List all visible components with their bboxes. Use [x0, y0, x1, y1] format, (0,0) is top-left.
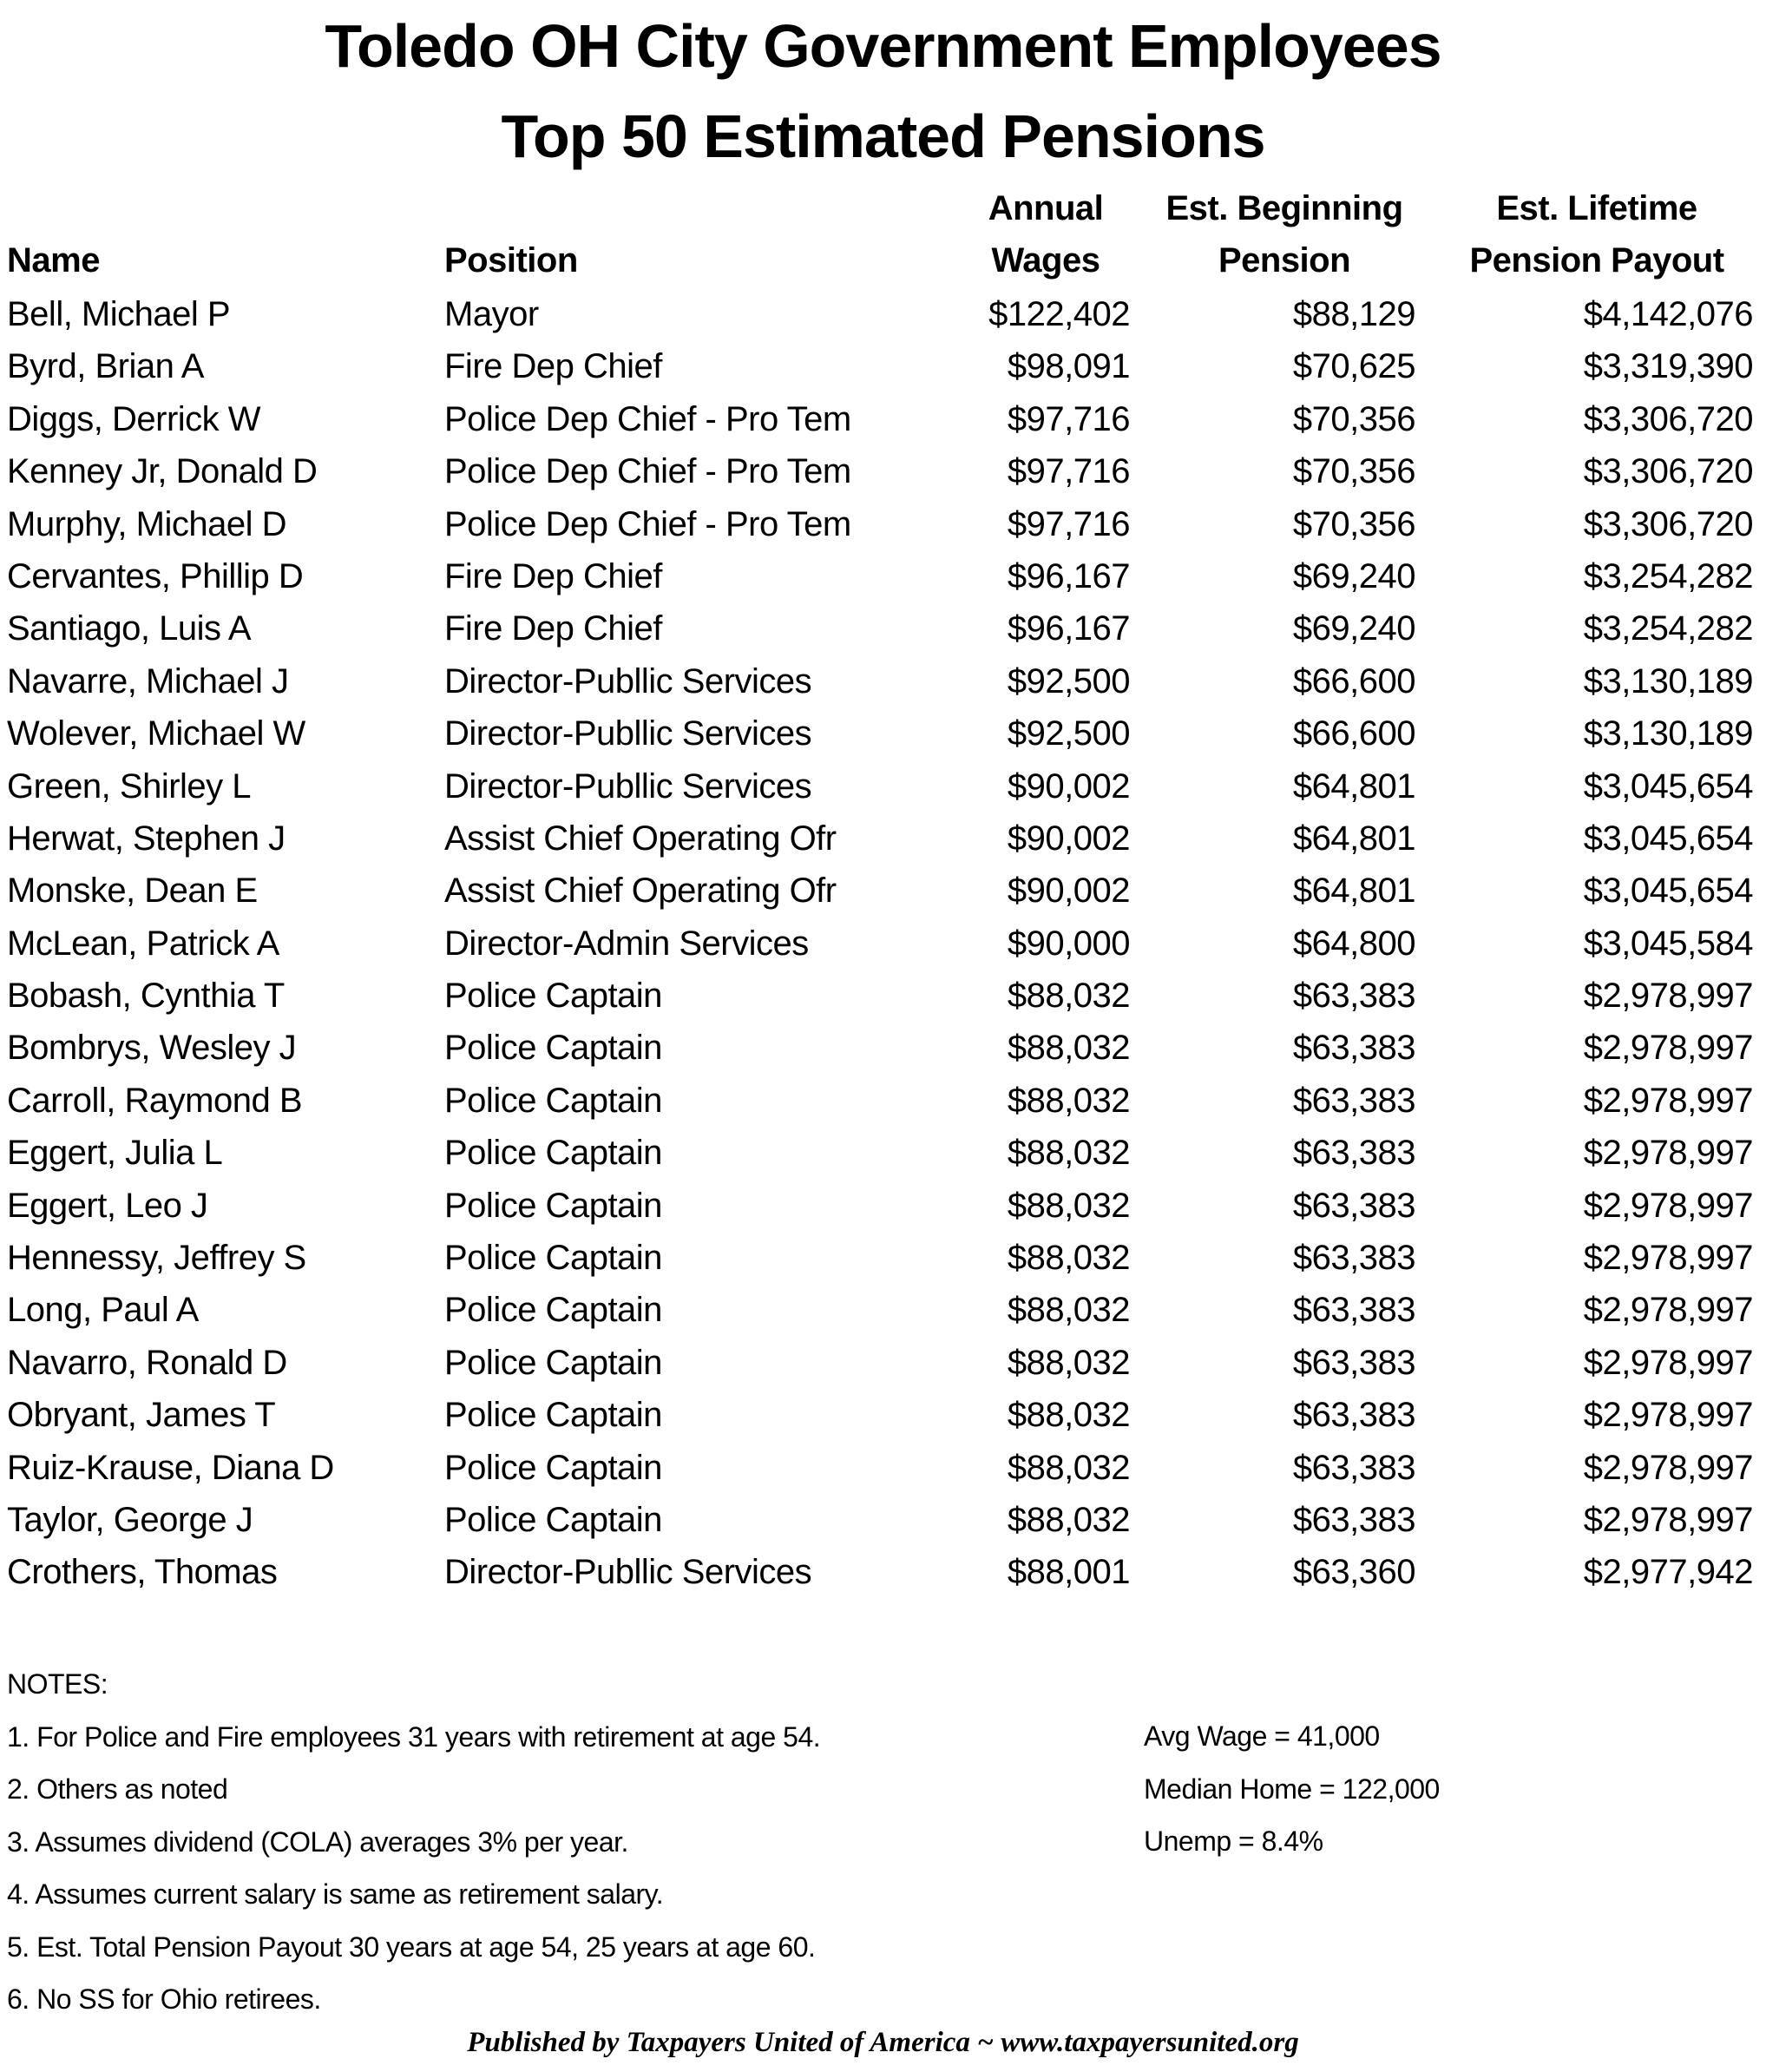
cell-lifetime-payout: $2,978,997 [1583, 1029, 1753, 1068]
cell-lifetime-payout: $3,045,654 [1583, 819, 1753, 858]
column-header-wages-line2: Wages [991, 241, 1100, 280]
note-item: 4. Assumes current salary is same as retirement salary. [7, 1878, 664, 1910]
note-item: 2. Others as noted [7, 1773, 228, 1805]
cell-annual-wages: $88,032 [1007, 1081, 1130, 1120]
column-header-lifetime [1449, 182, 1744, 286]
cell-lifetime-payout: $3,306,720 [1583, 399, 1753, 438]
cell-annual-wages: $88,032 [1007, 1396, 1130, 1435]
cell-name: Diggs, Derrick W [7, 399, 261, 438]
table-row [0, 1127, 1766, 1179]
table-row [0, 865, 1766, 917]
cell-name: Eggert, Leo J [7, 1186, 208, 1225]
cell-name: Long, Paul A [7, 1291, 199, 1330]
column-header-wages-line1: Annual [988, 189, 1104, 227]
cell-lifetime-payout: $2,977,942 [1583, 1553, 1753, 1592]
cell-position: Police Captain [444, 1134, 662, 1173]
publisher-footer: Published by Taxpayers United of America ~ www.taxpayersunited.org [467, 2027, 1299, 2058]
cell-lifetime-payout: $3,045,654 [1583, 872, 1753, 911]
cell-lifetime-payout: $3,130,189 [1583, 661, 1753, 701]
cell-annual-wages: $88,032 [1007, 977, 1130, 1016]
cell-lifetime-payout: $3,254,282 [1583, 609, 1753, 648]
table-row [0, 1232, 1766, 1284]
table-row [0, 918, 1766, 970]
cell-beginning-pension: $63,383 [1292, 977, 1415, 1016]
cell-beginning-pension: $64,801 [1292, 766, 1415, 806]
cell-annual-wages: $92,500 [1007, 661, 1130, 701]
column-header-position-label: Position [444, 241, 578, 280]
column-header-lifetime-line1: Est. Lifetime [1496, 189, 1697, 227]
cell-lifetime-payout: $3,045,584 [1583, 924, 1753, 963]
table-row [0, 760, 1766, 812]
cell-annual-wages: $97,716 [1007, 504, 1130, 543]
column-header-position [444, 234, 578, 286]
cell-lifetime-payout: $3,045,654 [1583, 766, 1753, 806]
cell-annual-wages: $88,032 [1007, 1500, 1130, 1539]
table-row [0, 1075, 1766, 1127]
cell-annual-wages: $90,002 [1007, 872, 1130, 911]
cell-position: Director-Publlic Services [444, 766, 812, 806]
cell-annual-wages: $88,032 [1007, 1029, 1130, 1068]
cell-beginning-pension: $63,383 [1292, 1081, 1415, 1120]
cell-name: Obryant, James T [7, 1396, 276, 1435]
cell-annual-wages: $96,167 [1007, 609, 1130, 648]
cell-lifetime-payout: $2,978,997 [1583, 1291, 1753, 1330]
cell-beginning-pension: $63,360 [1292, 1553, 1415, 1592]
cell-beginning-pension: $70,625 [1292, 347, 1415, 386]
cell-position: Fire Dep Chief [444, 347, 662, 386]
pension-table-body [0, 288, 1766, 1599]
cell-beginning-pension: $70,356 [1292, 399, 1415, 438]
cell-position: Police Dep Chief - Pro Tem [444, 399, 851, 438]
cell-beginning-pension: $63,383 [1292, 1448, 1415, 1487]
cell-name: Eggert, Julia L [7, 1134, 223, 1173]
cell-annual-wages: $97,716 [1007, 399, 1130, 438]
stats-section [1144, 1710, 1440, 1868]
cell-position: Police Captain [444, 1081, 662, 1120]
cell-beginning-pension: $66,600 [1292, 661, 1415, 701]
cell-beginning-pension: $69,240 [1292, 556, 1415, 595]
cell-lifetime-payout: $2,978,997 [1583, 977, 1753, 1016]
cell-annual-wages: $88,032 [1007, 1343, 1130, 1382]
cell-name: Kenney Jr, Donald D [7, 452, 318, 491]
table-row [0, 1442, 1766, 1494]
cell-name: Ruiz-Krause, Diana D [7, 1448, 334, 1487]
stat-median-home: Median Home = 122,000 [1144, 1773, 1440, 1805]
cell-position: Director-Publlic Services [444, 714, 812, 753]
column-header-name [7, 234, 100, 286]
table-row [0, 550, 1766, 602]
cell-name: Taylor, George J [7, 1500, 253, 1539]
cell-beginning-pension: $63,383 [1292, 1500, 1415, 1539]
cell-position: Police Captain [444, 1396, 662, 1435]
cell-beginning-pension: $63,383 [1292, 1186, 1415, 1225]
cell-position: Police Captain [444, 977, 662, 1016]
cell-annual-wages: $88,032 [1007, 1186, 1130, 1225]
cell-position: Police Dep Chief - Pro Tem [444, 504, 851, 543]
cell-position: Assist Chief Operating Ofr [444, 872, 837, 911]
cell-position: Fire Dep Chief [444, 609, 662, 648]
cell-position: Police Dep Chief - Pro Tem [444, 452, 851, 491]
cell-lifetime-payout: $2,978,997 [1583, 1081, 1753, 1120]
cell-beginning-pension: $63,383 [1292, 1134, 1415, 1173]
cell-annual-wages: $88,001 [1007, 1553, 1130, 1592]
stat-avg-wage: Avg Wage = 41,000 [1144, 1720, 1380, 1752]
notes-heading: NOTES: [7, 1668, 108, 1700]
column-header-pension [1154, 182, 1415, 286]
page-title: Toledo OH City Government Employees [325, 12, 1441, 80]
cell-position: Police Captain [444, 1343, 662, 1382]
cell-lifetime-payout: $4,142,076 [1583, 295, 1753, 333]
cell-position: Mayor [444, 295, 539, 333]
table-row [0, 1022, 1766, 1074]
cell-beginning-pension: $63,383 [1292, 1029, 1415, 1068]
cell-name: Monske, Dean E [7, 872, 258, 911]
table-row [0, 602, 1766, 654]
cell-annual-wages: $97,716 [1007, 452, 1130, 491]
cell-position: Director-Publlic Services [444, 661, 812, 701]
cell-beginning-pension: $63,383 [1292, 1396, 1415, 1435]
table-row [0, 1546, 1766, 1598]
cell-position: Police Captain [444, 1448, 662, 1487]
cell-name: Navarre, Michael J [7, 661, 289, 701]
table-row [0, 340, 1766, 392]
cell-lifetime-payout: $3,319,390 [1583, 347, 1753, 386]
table-row [0, 1494, 1766, 1546]
cell-beginning-pension: $69,240 [1292, 609, 1415, 648]
note-item: 1. For Police and Fire employees 31 years with retirement at age 54. [7, 1720, 821, 1753]
cell-lifetime-payout: $3,306,720 [1583, 504, 1753, 543]
table-row [0, 707, 1766, 760]
cell-lifetime-payout: $2,978,997 [1583, 1500, 1753, 1539]
cell-annual-wages: $88,032 [1007, 1134, 1130, 1173]
cell-beginning-pension: $70,356 [1292, 504, 1415, 543]
cell-position: Police Captain [444, 1029, 662, 1068]
cell-position: Fire Dep Chief [444, 556, 662, 595]
table-row [0, 498, 1766, 550]
table-row [0, 288, 1766, 340]
cell-lifetime-payout: $2,978,997 [1583, 1448, 1753, 1487]
cell-lifetime-payout: $2,978,997 [1583, 1396, 1753, 1435]
table-row [0, 812, 1766, 865]
cell-annual-wages: $96,167 [1007, 556, 1130, 595]
column-header-pension-line1: Est. Beginning [1165, 189, 1403, 227]
cell-position: Police Captain [444, 1239, 662, 1278]
cell-annual-wages: $98,091 [1007, 347, 1130, 386]
table-row [0, 445, 1766, 497]
cell-position: Director-Publlic Services [444, 1553, 812, 1592]
cell-beginning-pension: $63,383 [1292, 1343, 1415, 1382]
table-row [0, 970, 1766, 1022]
column-header-name-label: Name [7, 241, 100, 280]
cell-lifetime-payout: $2,978,997 [1583, 1239, 1753, 1278]
cell-name: McLean, Patrick A [7, 924, 279, 963]
cell-name: Murphy, Michael D [7, 504, 286, 543]
note-item: 6. No SS for Ohio retirees. [7, 1983, 321, 2015]
cell-beginning-pension: $63,383 [1292, 1291, 1415, 1330]
cell-annual-wages: $92,500 [1007, 714, 1130, 753]
cell-name: Cervantes, Phillip D [7, 556, 304, 595]
cell-name: Herwat, Stephen J [7, 819, 286, 858]
note-item: 5. Est. Total Pension Payout 30 years at age 54, 25 years at age 60. [7, 1931, 816, 1963]
note-item: 3. Assumes dividend (COLA) averages 3% per year. [7, 1825, 628, 1858]
column-header-lifetime-line2: Pension Payout [1469, 241, 1724, 280]
notes-section [7, 1658, 820, 2026]
page-subtitle: Top 50 Estimated Pensions [501, 102, 1265, 170]
cell-position: Police Captain [444, 1291, 662, 1330]
cell-lifetime-payout: $3,130,189 [1583, 714, 1753, 753]
cell-name: Hennessy, Jeffrey S [7, 1239, 306, 1278]
cell-position: Director-Admin Services [444, 924, 809, 963]
cell-name: Bombrys, Wesley J [7, 1029, 297, 1068]
cell-annual-wages: $88,032 [1007, 1448, 1130, 1487]
table-row [0, 393, 1766, 445]
cell-annual-wages: $90,002 [1007, 766, 1130, 806]
cell-name: Crothers, Thomas [7, 1553, 278, 1592]
column-header-pension-line2: Pension [1218, 241, 1351, 280]
cell-annual-wages: $90,002 [1007, 819, 1130, 858]
table-row [0, 1337, 1766, 1389]
cell-beginning-pension: $88,129 [1292, 295, 1415, 333]
cell-name: Wolever, Michael W [7, 714, 305, 753]
cell-lifetime-payout: $2,978,997 [1583, 1134, 1753, 1173]
table-row [0, 655, 1766, 707]
cell-position: Police Captain [444, 1500, 662, 1539]
table-row [0, 1284, 1766, 1336]
cell-lifetime-payout: $3,254,282 [1583, 556, 1753, 595]
cell-annual-wages: $88,032 [1007, 1291, 1130, 1330]
cell-beginning-pension: $64,801 [1292, 872, 1415, 911]
cell-name: Navarro, Ronald D [7, 1343, 287, 1382]
cell-name: Byrd, Brian A [7, 347, 204, 386]
cell-lifetime-payout: $2,978,997 [1583, 1186, 1753, 1225]
stat-unemployment: Unemp = 8.4% [1144, 1825, 1323, 1857]
cell-position: Assist Chief Operating Ofr [444, 819, 837, 858]
table-row [0, 1180, 1766, 1232]
cell-annual-wages: $90,000 [1007, 924, 1130, 963]
cell-beginning-pension: $64,800 [1292, 924, 1415, 963]
cell-beginning-pension: $70,356 [1292, 452, 1415, 491]
table-row [0, 1389, 1766, 1441]
cell-annual-wages: $88,032 [1007, 1239, 1130, 1278]
cell-lifetime-payout: $3,306,720 [1583, 452, 1753, 491]
cell-beginning-pension: $66,600 [1292, 714, 1415, 753]
column-header-wages [955, 182, 1137, 286]
cell-name: Bobash, Cynthia T [7, 977, 285, 1016]
cell-name: Carroll, Raymond B [7, 1081, 303, 1120]
cell-name: Santiago, Luis A [7, 609, 252, 648]
cell-position: Police Captain [444, 1186, 662, 1225]
cell-lifetime-payout: $2,978,997 [1583, 1343, 1753, 1382]
cell-annual-wages: $122,402 [988, 295, 1130, 333]
cell-name: Green, Shirley L [7, 766, 252, 806]
cell-beginning-pension: $64,801 [1292, 819, 1415, 858]
cell-name: Bell, Michael P [7, 295, 231, 333]
cell-beginning-pension: $63,383 [1292, 1239, 1415, 1278]
